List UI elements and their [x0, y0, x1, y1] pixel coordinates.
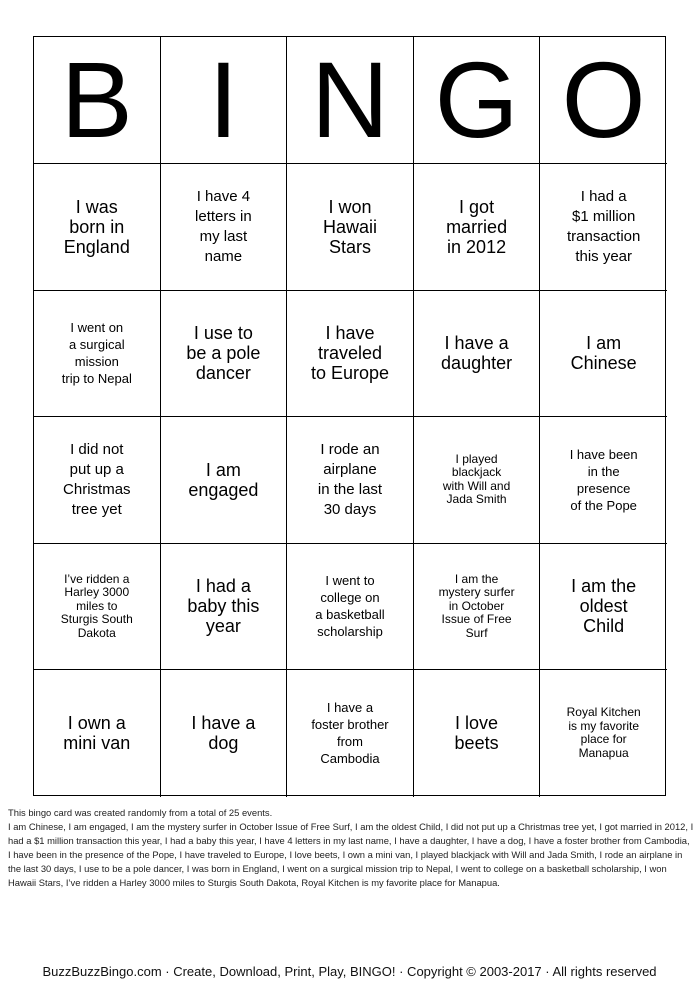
bingo-cell: I own a mini van: [34, 670, 161, 797]
bingo-cell: I was born in England: [34, 164, 161, 291]
bingo-cell: I am the mystery surfer in October Issue of Free Surf: [414, 544, 541, 671]
header-letter-g: G: [414, 37, 541, 164]
bingo-cell: I use to be a pole dancer: [161, 291, 288, 418]
bingo-row: [34, 670, 665, 797]
bingo-cell: I have 4 letters in my last name: [161, 164, 288, 291]
credits-line: BuzzBuzzBingo.com · Create, Download, Print, Play, BINGO! · Copyright © 2003-2017 · All rights reserved: [42, 964, 657, 979]
bingo-cell: I am the oldest Child: [540, 544, 667, 671]
bingo-cell: Royal Kitchen is my favorite place for Manapua: [566, 705, 641, 760]
bingo-cell: I love beets: [414, 670, 541, 797]
footer-events: I am Chinese, I am engaged, I am the mystery surfer in October Issue of Free Surf, I am the oldest Child, I did not put up a Christmas tree yet, I got married in 2012, I had a $1 million transaction this year, I had a baby this year, I have 4 letters in my last name, I have a daughter, I have a dog, I have a foster brother from Cambodia, I have been in the presence of the Pope, I have traveled to Europe, I love beets, I own a mini van, I played blackjack with Will and Jada Smith, I rode an airplane in the last 30 days, I use to be a pole dancer, I was born in England, I went on a surgical mission trip to Nepal, I went to college on a basketball scholarship, I won Hawaii Stars, I’ve ridden a Harley 3000 miles to Sturgis South Dakota, Royal Kitchen is my favorite place for Manapua.: [8, 821, 694, 888]
bingo-cell: I had a $1 million transaction this year: [540, 164, 667, 291]
bingo-cell: I went on a surgical mission trip to Nepal: [34, 291, 161, 418]
bingo-cell: I got married in 2012: [414, 164, 541, 291]
bingo-row: [34, 291, 665, 418]
bingo-cell: I’ve ridden a Harley 3000 miles to Sturgis South Dakota: [34, 544, 161, 671]
header-letter-o: O: [540, 37, 667, 164]
bingo-cell: I played blackjack with Will and Jada Smith: [414, 417, 541, 544]
bingo-cell: I had a baby this year: [161, 544, 288, 671]
bingo-row: [34, 544, 665, 671]
header-letter-n: N: [287, 37, 414, 164]
header-letter-b: B: [34, 37, 161, 164]
bingo-cell: I have been in the presence of the Pope: [540, 417, 667, 544]
bingo-cell: I have a daughter: [414, 291, 541, 418]
footer-intro: This bingo card was created randomly from a total of 25 events.: [8, 807, 273, 818]
bingo-header-row: [34, 37, 665, 164]
bingo-cell: I won Hawaii Stars: [287, 164, 414, 291]
bingo-cell: I have a foster brother from Cambodia: [287, 670, 414, 797]
header-letter-i: I: [161, 37, 288, 164]
bingo-row: [34, 164, 665, 291]
bingo-cell: I have traveled to Europe: [287, 291, 414, 418]
bingo-cell: I am engaged: [161, 417, 288, 544]
bingo-cell: I am Chinese: [540, 291, 667, 418]
event-list-footer: [8, 806, 694, 890]
bingo-cell: I have a dog: [161, 670, 288, 797]
bingo-row: [34, 417, 665, 544]
bingo-cell: I did not put up a Christmas tree yet: [34, 417, 161, 544]
bingo-cell: I went to college on a basketball scholarship: [287, 544, 414, 671]
bingo-grid: [34, 164, 665, 797]
bingo-cell: I rode an airplane in the last 30 days: [287, 417, 414, 544]
bingo-card: [33, 36, 666, 796]
